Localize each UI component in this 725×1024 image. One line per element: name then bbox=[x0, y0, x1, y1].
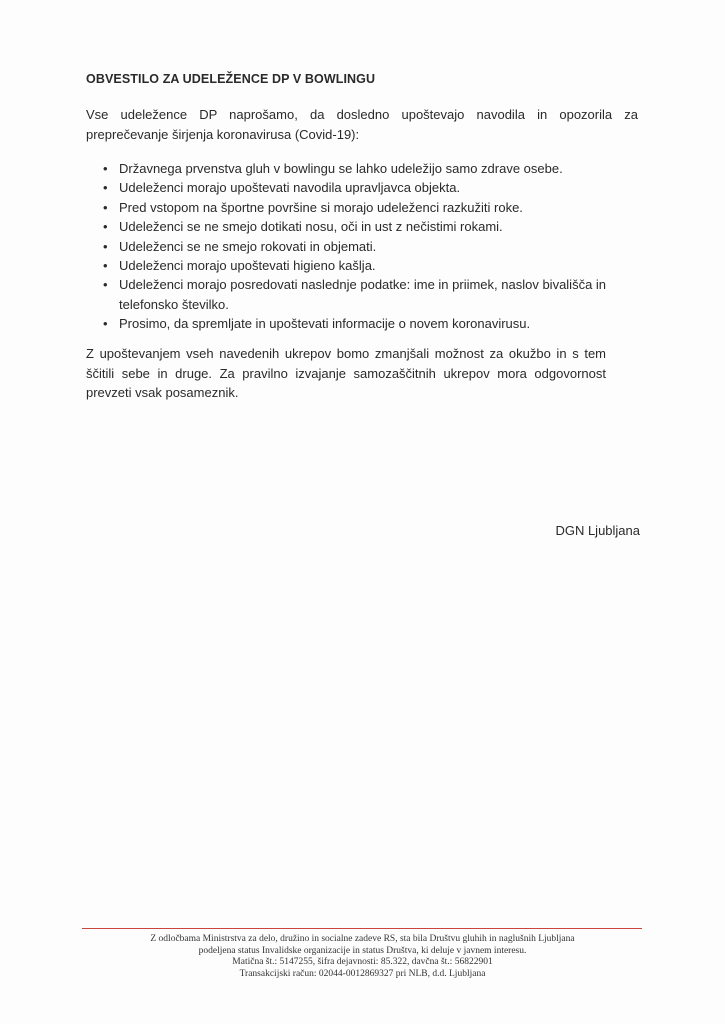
list-item bbox=[86, 314, 638, 333]
list-item bbox=[86, 256, 638, 275]
bullet-icon: • bbox=[103, 161, 108, 176]
list-item bbox=[86, 178, 638, 197]
footer-line-3: Matična št.: 5147255, šifra dejavnosti: 85.322, davčna št.: 56822901 bbox=[232, 957, 493, 967]
list-item bbox=[86, 275, 638, 314]
bullet-icon: • bbox=[103, 316, 108, 332]
list-item bbox=[86, 217, 638, 236]
list-item-text: Udeleženci morajo posredovati naslednje podatke: ime in priimek, naslov bivališča in telefonsko številko. bbox=[119, 277, 607, 312]
list-item-text: Udeleženci se ne smejo dotikati nosu, oči in ust z nečistimi rokami. bbox=[119, 219, 503, 235]
footer-divider bbox=[82, 928, 642, 929]
footer-line-4: Transakcijski račun: 02044-0012869327 pri NLB, d.d. Ljubljana bbox=[239, 968, 486, 979]
list-item-text: Udeleženci morajo upoštevati navodila upravljavca objekta. bbox=[119, 180, 461, 196]
list-item-text: Udeleženci morajo upoštevati higieno kašlja. bbox=[119, 258, 376, 274]
list-item bbox=[86, 159, 638, 178]
bullet-icon: • bbox=[103, 180, 108, 196]
list-item-text: Državnega prvenstva gluh v bowlingu se lahko udeležijo samo zdrave osebe. bbox=[119, 161, 563, 176]
bullet-icon: • bbox=[103, 238, 108, 254]
footer-line-2: podeljena status Invalidske organizacije in status Društva, ki deluje v javnem interesu. bbox=[198, 945, 527, 956]
bullet-icon: • bbox=[103, 219, 108, 235]
rules-list bbox=[86, 159, 638, 334]
list-item-text: Prosimo, da spremljate in upoštevati informacije o novem koronavirusu. bbox=[119, 316, 531, 332]
footer-line-1: Z odločbama Ministrstva za delo, družino in socialne zadeve RS, sta bila Društvu gluhih in naglušnih Ljubljana bbox=[150, 934, 575, 944]
closing-paragraph: Z upoštevanjem vseh navedenih ukrepov bomo zmanjšali možnost za okužbo in s tem ščitili sebe in druge. Za pravilno izvajanje samozaščitnih ukrepov mora odgovornost prevzeti vsak posameznik. bbox=[86, 346, 606, 400]
list-item bbox=[86, 198, 638, 217]
bullet-icon: • bbox=[103, 199, 108, 215]
document-title: OBVESTILO ZA UDELEŽENCE DP V BOWLINGU bbox=[86, 72, 376, 86]
list-item-text: Pred vstopom na športne površine si morajo udeleženci razkužiti roke. bbox=[119, 199, 523, 215]
footer bbox=[100, 934, 625, 980]
intro-paragraph: Vse udeležence DP naprošamo, da dosledno upoštevajo navodila in opozorila za preprečevanje širjenja koronavirusa (Covid-19): bbox=[86, 107, 638, 142]
list-item-text: Udeleženci se ne smejo rokovati in objemati. bbox=[119, 238, 377, 254]
bullet-icon: • bbox=[103, 258, 108, 274]
signature: DGN Ljubljana bbox=[555, 523, 640, 538]
list-item bbox=[86, 237, 638, 256]
bullet-icon: • bbox=[103, 277, 108, 293]
